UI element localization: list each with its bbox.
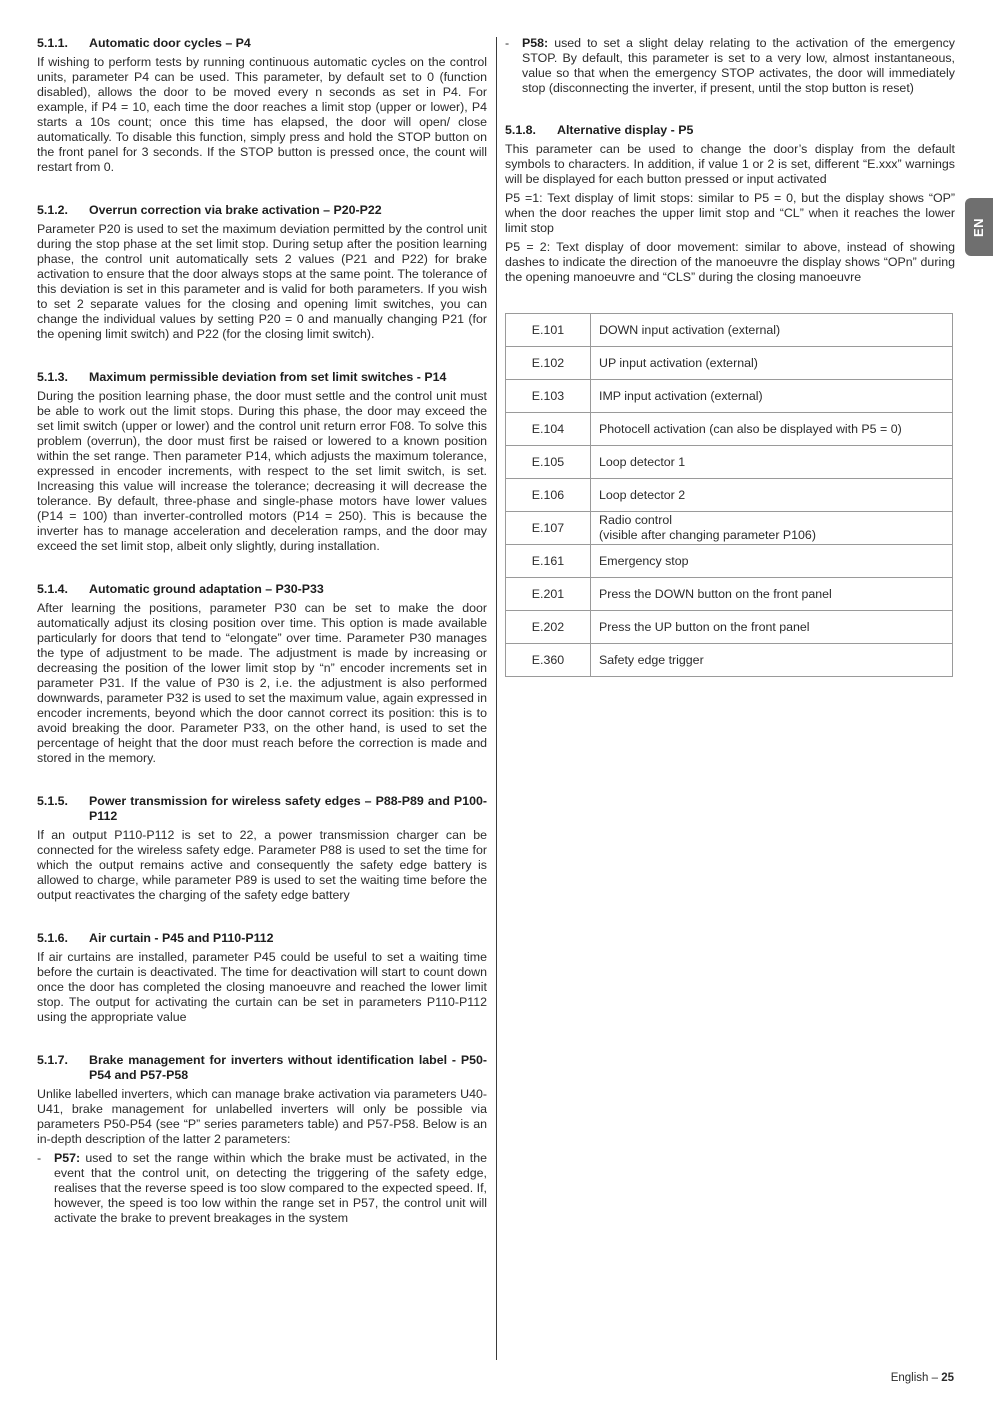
bullet-dash: - bbox=[37, 1151, 42, 1165]
description-cell: Press the UP button on the front panel bbox=[591, 611, 953, 644]
paragraph: This parameter can be used to change the door’s display from the default symbols to characters. In addition, if value 1 or 2 is set, different “E.xxx” warnings will be displayed for each button pressed or input activated bbox=[505, 142, 955, 186]
code-cell: E.360 bbox=[506, 644, 591, 677]
section-title: Maximum permissible deviation from set limit switches - P14 bbox=[89, 370, 447, 384]
section-5-1-5 bbox=[37, 794, 487, 903]
section-title: Power transmission for wireless safety edges – P88-P89 and P100-P112 bbox=[89, 794, 487, 823]
section-title: Automatic ground adaptation – P30-P33 bbox=[89, 582, 324, 596]
section-5-1-6 bbox=[37, 931, 487, 1025]
code-cell: E.105 bbox=[506, 446, 591, 479]
section-number: 5.1.4. bbox=[37, 582, 69, 596]
paragraph: During the position learning phase, the door must settle and the control unit must be able to work out the limit stops. During this phase, the door may exceed the set limit switch (upper or lower) and the control unit return error F08. To solve this problem (overrun), the door must first be raised or lowered to a known position within the set range. Then parameter P14, which adjusts the maximum tolerance, expressed in encoder increments, with respect to the set limit switch, is set. Increasing this value will increase the tolerance; decreasing it will decrease the tolerance. By default, three-phase and single-phase motors have lower values (P14 = 100) than inverter-controlled motors (P14 = 250). This is because the inverter has to manage acceleration and deceleration ramps, and the door may exceed the set limit stop, albeit only slightly, during installation. bbox=[37, 389, 487, 553]
paragraph: Parameter P20 is used to set the maximum deviation permitted by the control unit during the stop phase at the set limit stop. During setup after the position learning phase, the control unit automatically sets 2 values (P21 and P22) for brake activation to ensure that the door always stops at the same point. The tolerance of this deviation is set in this parameter and is valid for both parameters. If you wish to set 2 separate values for the closing and opening limit switches, you can change the individual values by setting P20 = 0 and manually changing P21 (for the opening limit switch) and P22 (for the closing limit switch). bbox=[37, 222, 487, 341]
display-codes-table bbox=[505, 313, 953, 677]
paragraph: P5 = 2: Text display of door movement: similar to above, instead of showing dashes to indicate the direction of the manoeuvre the display shows “OPn” during the opening manoeuvre and “CLS” during the closing manoeuvre bbox=[505, 240, 955, 284]
table-row bbox=[506, 413, 953, 446]
description-cell: Safety edge trigger bbox=[591, 644, 953, 677]
section-number: 5.1.3. bbox=[37, 370, 69, 384]
section-5-1-2 bbox=[37, 203, 487, 342]
left-column bbox=[37, 30, 487, 1254]
table-row bbox=[506, 314, 953, 347]
section-5-1-8 bbox=[505, 123, 955, 677]
section-number: 5.1.6. bbox=[37, 931, 69, 945]
section-5-1-3 bbox=[37, 370, 487, 554]
footer-language: English – bbox=[890, 1372, 942, 1384]
section-5-1-7 bbox=[37, 1053, 487, 1226]
bullet-term: P57: bbox=[54, 1151, 81, 1165]
code-cell: E.101 bbox=[506, 314, 591, 347]
section-title: Air curtain - P45 and P110-P112 bbox=[89, 931, 274, 945]
paragraph: If wishing to perform tests by running continuous automatic cycles on the control units, parameter P4 can be used. This parameter, by default set to 0 (function disabled), allows the door to be moved every n seconds as set in P4. For example, if P4 = 10, each time the door reaches a limit stop (upper or lower), P4 starts a 10s count; once this time has elapsed, the door will open/ close automatically. To disable this function, simply press and hold the STOP button on the front panel for 3 seconds. If the STOP button is pressed once, the count will restart from 0. bbox=[37, 55, 487, 174]
bullet-p57 bbox=[37, 1151, 487, 1226]
section-title: Overrun correction via brake activation – P20-P22 bbox=[89, 203, 382, 217]
column-divider bbox=[496, 37, 497, 1360]
section-heading bbox=[37, 582, 487, 597]
description-cell: Emergency stop bbox=[591, 545, 953, 578]
description-cell: Photocell activation (can also be displayed with P5 = 0) bbox=[591, 413, 953, 446]
bullet-term: P58: bbox=[522, 36, 549, 50]
language-tab bbox=[965, 198, 993, 256]
language-tab-label: EN bbox=[971, 217, 987, 237]
table-row bbox=[506, 611, 953, 644]
code-cell: E.202 bbox=[506, 611, 591, 644]
description-line: (visible after changing parameter P106) bbox=[599, 528, 816, 542]
table-row bbox=[506, 479, 953, 512]
paragraph: If an output P110-P112 is set to 22, a power transmission charger can be connected for the wireless safety edge. Parameter P88 is used to set the time for which the output remains active and consequently the safety edge battery is allowed to charge, while parameter P89 is used to set the waiting time before the output reactivates the charging of the safety edge battery bbox=[37, 828, 487, 902]
section-5-1-4 bbox=[37, 582, 487, 766]
section-heading bbox=[37, 1053, 487, 1083]
section-5-1-1 bbox=[37, 36, 487, 175]
description-cell: UP input activation (external) bbox=[591, 347, 953, 380]
table-row bbox=[506, 545, 953, 578]
table-row bbox=[506, 644, 953, 677]
table-row bbox=[506, 578, 953, 611]
right-column bbox=[505, 30, 955, 705]
bullet-text bbox=[54, 1151, 487, 1226]
section-heading bbox=[37, 794, 487, 824]
bullet-dash: - bbox=[505, 36, 510, 50]
section-heading bbox=[37, 931, 487, 946]
code-cell: E.201 bbox=[506, 578, 591, 611]
bullet-text bbox=[522, 36, 955, 96]
bullet-description: used to set a slight delay relating to the activation of the emergency STOP. By default, this parameter is set to a very low, almost instantaneous, value so that when the emergency STOP activates, the door will immediately stop (disconnecting the inverter, if present, until the stop button is reset) bbox=[522, 36, 955, 95]
code-cell: E.107 bbox=[506, 512, 591, 545]
code-cell: E.106 bbox=[506, 479, 591, 512]
paragraph: After learning the positions, parameter P30 can be set to make the door automatically adjust its closing position over time. This option is made available particularly for doors that tend to “elongate” over time. Parameter P30 manages the type of adjustment to be made. The adjustment is made by increasing or decreasing the position of the lower limit stop by “n” encoder increments set in parameter P31. If the value of P30 is 2, i.e. the adjustment is also performed downwards, parameter P32 is used to set the maximum value, again expressed in encoder increments, beyond which the door cannot correct its position: this is to avoid breaking the door. Parameter P33, on the other hand, is used to set the percentage of height that the door must reach before the correction is made and stored in the memory. bbox=[37, 601, 487, 765]
page-footer bbox=[891, 1372, 954, 1384]
table-row bbox=[506, 380, 953, 413]
table-row bbox=[506, 347, 953, 380]
section-title: Automatic door cycles – P4 bbox=[89, 36, 251, 50]
table-row bbox=[506, 512, 953, 545]
table-row bbox=[506, 446, 953, 479]
bullet-description: used to set the range within which the brake must be activated, in the event that the control unit, on detecting the triggering of the safety edge, realises that the reverse speed is too slow compared to the expected speed. If, however, the speed is too low within the range set in P57, the control unit will activate the brake to prevent breakages in the system bbox=[54, 1151, 487, 1225]
description-cell: Press the DOWN button on the front panel bbox=[591, 578, 953, 611]
section-number: 5.1.1. bbox=[37, 36, 69, 50]
paragraph: Unlike labelled inverters, which can manage brake activation via parameters U40-U41, brake management for unlabelled inverters will only be possible via parameters P50-P54 (see “P” series parameters table) and P57-P58. Below is an in-depth description of the latter 2 parameters: bbox=[37, 1087, 487, 1146]
section-number: 5.1.5. bbox=[37, 794, 69, 808]
section-heading bbox=[37, 36, 487, 51]
description-cell: Loop detector 1 bbox=[591, 446, 953, 479]
section-heading bbox=[505, 123, 955, 138]
bullet-p58 bbox=[505, 36, 955, 96]
description-line: Radio control bbox=[599, 513, 673, 527]
description-cell bbox=[591, 512, 953, 545]
code-cell: E.104 bbox=[506, 413, 591, 446]
page-number: 25 bbox=[941, 1372, 954, 1384]
paragraph: P5 =1: Text display of limit stops: similar to P5 = 0, but the display shows “OP” when the door reaches the upper limit stop and “CL” when it reaches the lower limit stop bbox=[505, 191, 955, 235]
section-number: 5.1.2. bbox=[37, 203, 69, 217]
section-title: Alternative display - P5 bbox=[557, 123, 694, 137]
section-number: 5.1.8. bbox=[505, 123, 537, 137]
description-cell: DOWN input activation (external) bbox=[591, 314, 953, 347]
description-cell: IMP input activation (external) bbox=[591, 380, 953, 413]
code-cell: E.102 bbox=[506, 347, 591, 380]
section-title: Brake management for inverters without identification label - P50-P54 and P57-P58 bbox=[89, 1053, 487, 1082]
section-heading bbox=[37, 203, 487, 218]
code-cell: E.103 bbox=[506, 380, 591, 413]
paragraph: If air curtains are installed, parameter P45 could be useful to set a waiting time before the curtain is deactivated. The time for deactivation will start to count down once the door has completed the closing manoeuvre and reached the lower limit stop. The output for activating the curtain can be set in parameters P110-P112 using the appropriate value bbox=[37, 950, 487, 1024]
description-cell: Loop detector 2 bbox=[591, 479, 953, 512]
code-cell: E.161 bbox=[506, 545, 591, 578]
section-number: 5.1.7. bbox=[37, 1053, 69, 1067]
section-heading bbox=[37, 370, 487, 385]
